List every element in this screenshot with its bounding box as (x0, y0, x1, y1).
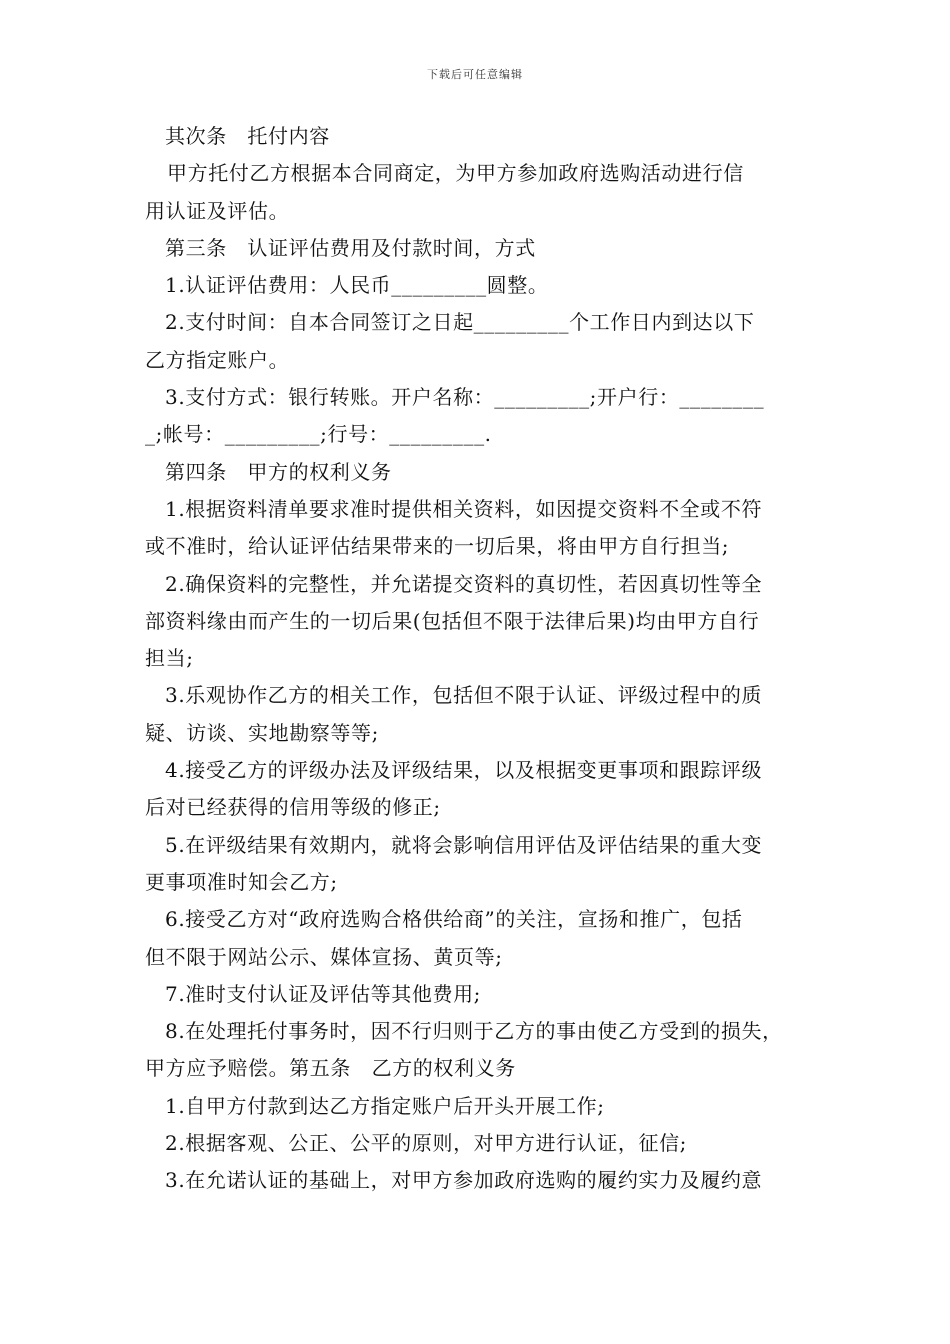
paragraph-line: 但不限于网站公示、媒体宣扬、黄页等; (145, 944, 503, 969)
paragraph-line: 甲方托付乙方根据本合同商定，为甲方参加政府选购活动进行信 (167, 161, 744, 186)
paragraph-line: 1.认证评估费用：人民币_________圆整。 (165, 273, 549, 298)
paragraph-line: 5.在评级结果有效期内，就将会影响信用评估及评估结果的重大变 (165, 832, 763, 857)
paragraph-line: 或不准时，给认证评估结果带来的一切后果，将由甲方自行担当; (145, 534, 730, 559)
paragraph-line: 后对已经获得的信用等级的修正; (145, 795, 441, 820)
document-body (145, 118, 810, 1200)
paragraph-line: 甲方应予赔偿。第五条 乙方的权利义务 (145, 1056, 516, 1081)
paragraph-line: 更事项准时知会乙方; (145, 869, 338, 894)
paragraph-line: 乙方指定账户。 (145, 347, 290, 372)
paragraph-line: 3.支付方式：银行转账。开户名称：_________;开户行：________ (165, 385, 765, 410)
paragraph-line: 1.根据资料清单要求准时提供相关资料，如因提交资料不全或不符 (165, 496, 763, 521)
paragraph-line: _;帐号：_________;行号：_________. (145, 422, 492, 447)
paragraph-line: 7.准时支付认证及评估等其他费用; (165, 981, 482, 1006)
paragraph-line: 1.自甲方付款到达乙方指定账户后开头开展工作; (165, 1093, 605, 1118)
paragraph-line: 担当; (145, 646, 194, 671)
section-heading: 其次条 托付内容 (165, 124, 330, 148)
paragraph-line: 疑、访谈、实地勘察等等; (145, 720, 379, 745)
paragraph-line: 3.乐观协作乙方的相关工作，包括但不限于认证、评级过程中的质 (165, 683, 763, 708)
paragraph-line: 8.在处理托付事务时，因不行归则于乙方的事由使乙方受到的损失， (165, 1019, 783, 1044)
section-heading: 第三条 认证评估费用及付款时间，方式 (165, 235, 536, 260)
paragraph-line: 2.根据客观、公正、公平的原则，对甲方进行认证，征信; (165, 1131, 688, 1156)
page-header: 下载后可任意编辑 (427, 68, 523, 81)
paragraph-line: 3.在允诺认证的基础上，对甲方参加政府选购的履约实力及履约意 (165, 1168, 763, 1193)
section-heading: 第四条 甲方的权利义务 (165, 459, 392, 484)
paragraph-line: 2.确保资料的完整性，并允诺提交资料的真切性，若因真切性等全 (165, 571, 763, 596)
paragraph-line: 2.支付时间：自本合同签订之日起_________个工作日内到达以下 (165, 310, 755, 335)
paragraph-line: 部资料缘由而产生的一切后果(包括但不限于法律后果)均由甲方自行 (145, 608, 760, 633)
paragraph-line: 4.接受乙方的评级办法及评级结果，以及根据变更事项和跟踪评级 (165, 758, 763, 783)
paragraph-line: 用认证及评估。 (145, 198, 290, 223)
paragraph-line: 6.接受乙方对“政府选购合格供给商”的关注，宣扬和推广，包括 (165, 907, 743, 932)
